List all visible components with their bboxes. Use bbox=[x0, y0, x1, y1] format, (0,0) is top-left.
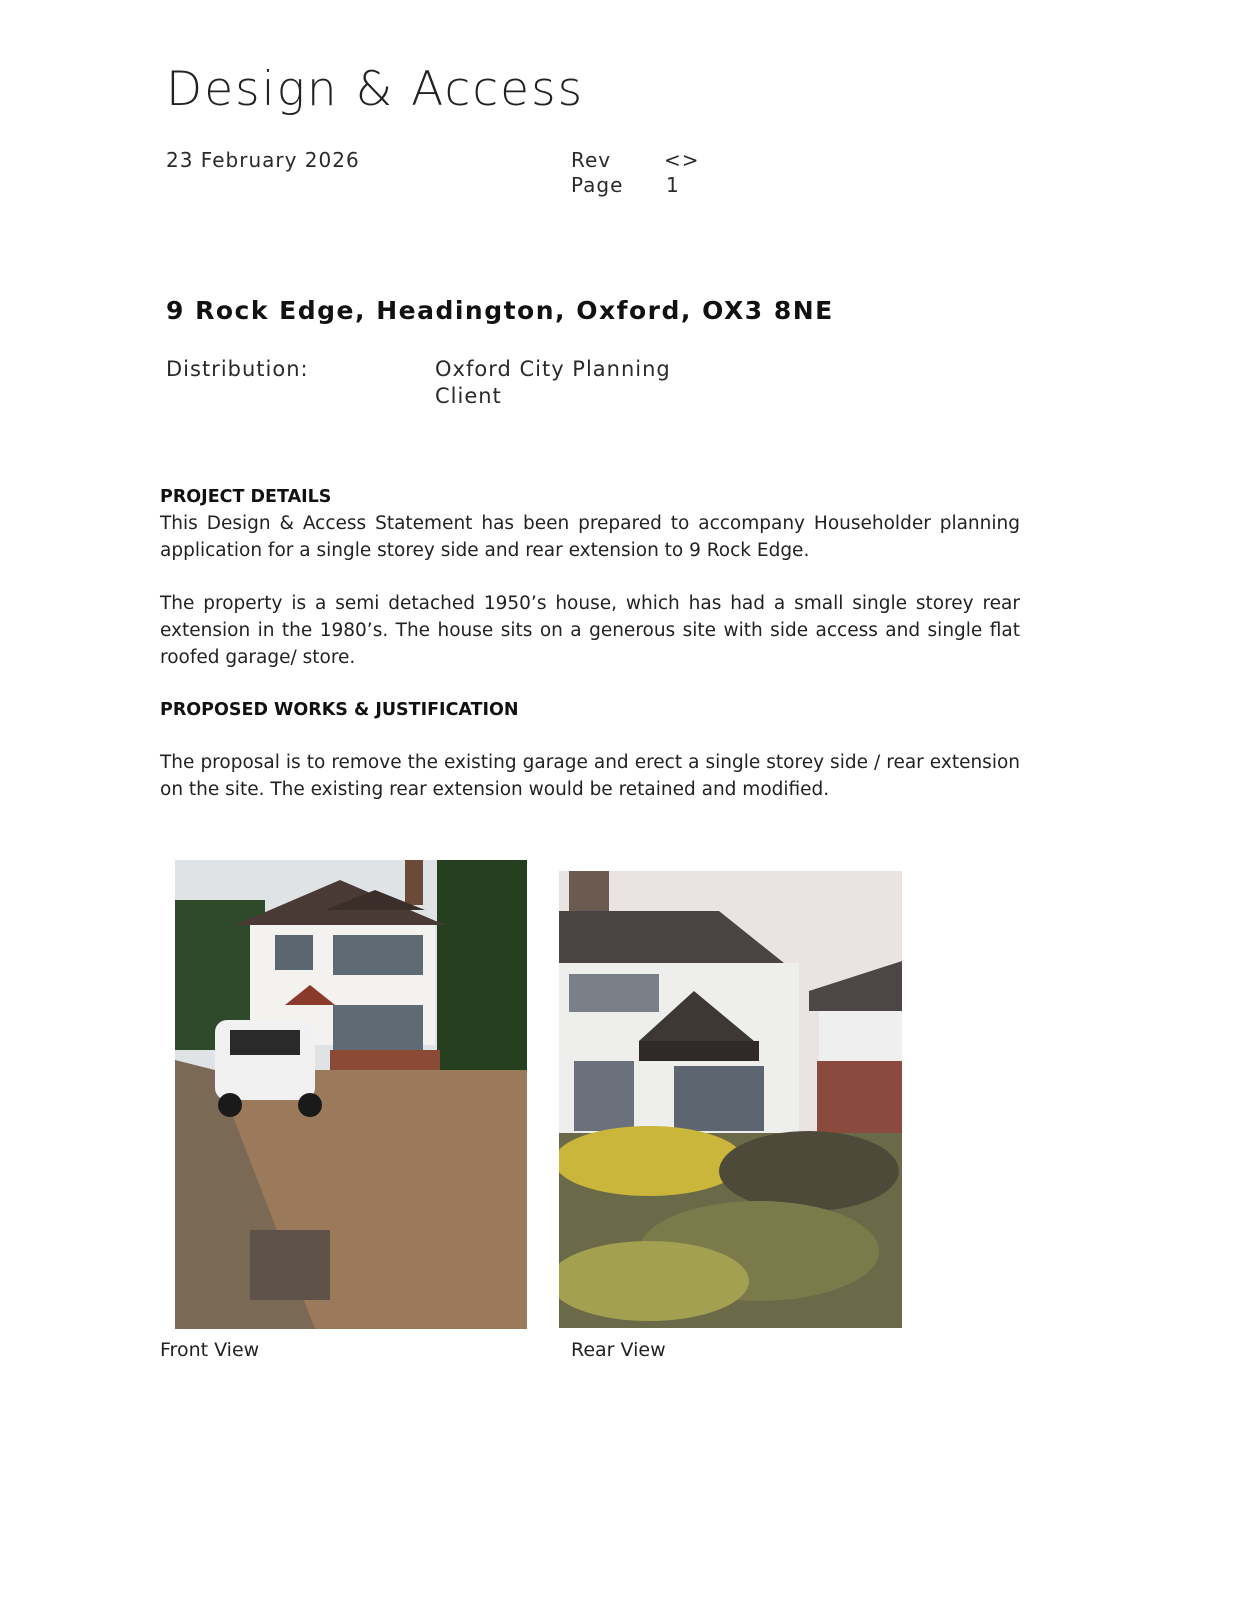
section-heading-project-details: PROJECT DETAILS bbox=[160, 487, 332, 507]
page-number: 1 bbox=[666, 173, 680, 197]
rear-view-caption: Rear View bbox=[571, 1339, 666, 1361]
rear-view-image bbox=[559, 871, 902, 1328]
rear-view-photo bbox=[559, 871, 902, 1328]
front-view-caption: Front View bbox=[160, 1339, 260, 1361]
front-view-photo bbox=[175, 860, 527, 1329]
section-heading-proposed-works: PROPOSED WORKS & JUSTIFICATION bbox=[160, 700, 519, 720]
distribution-recipient: Oxford City Planning bbox=[435, 357, 671, 381]
paragraph: The proposal is to remove the existing garage and erect a single storey side / rear extension on the site. The existing rear extension would be retained and modified. bbox=[160, 752, 1020, 800]
paragraph: This Design & Access Statement has been prepared to accompany Householder planning application for a single storey side and rear extension to 9 Rock Edge. bbox=[160, 513, 1020, 561]
page-label: Page bbox=[571, 173, 624, 197]
paragraph: The property is a semi detached 1950’s house, which has had a small single storey rear extension in the 1980’s. The house sits on a generous site with side access and single flat roofed garage/ store. bbox=[160, 593, 1020, 668]
document-date: 23 February 2026 bbox=[166, 148, 360, 172]
rev-value: <> bbox=[664, 148, 700, 172]
front-view-image bbox=[175, 860, 527, 1329]
document-title: Design & Access bbox=[166, 62, 585, 117]
distribution-recipient: Client bbox=[435, 384, 502, 408]
rev-label: Rev bbox=[571, 148, 612, 172]
site-address: 9 Rock Edge, Headington, Oxford, OX3 8NE bbox=[166, 296, 834, 325]
distribution-label: Distribution: bbox=[166, 357, 309, 381]
